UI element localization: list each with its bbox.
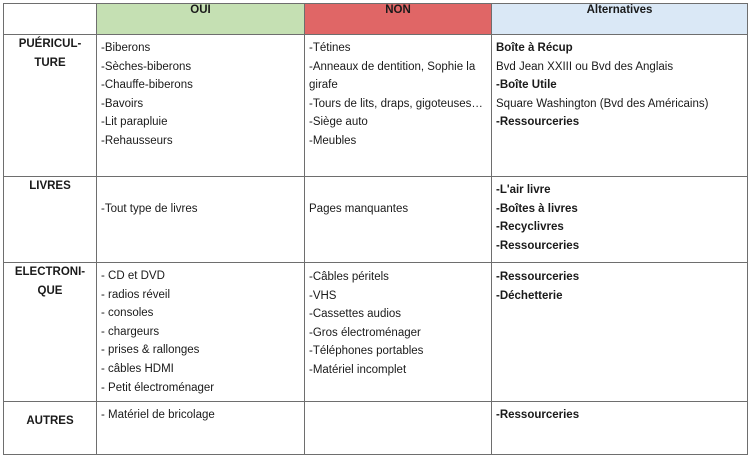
oui-item: - câbles HDMI <box>101 362 174 375</box>
non-cell <box>305 177 492 263</box>
category-line: AUTRES <box>26 415 74 428</box>
alternative-item: -Boîte Utile <box>496 79 557 92</box>
oui-item: -Biberons <box>101 42 151 54</box>
non-item: -Tours de lits, draps, gigoteuses… <box>309 97 483 110</box>
oui-item: -Lit parapluie <box>101 116 168 129</box>
sorting-table <box>3 3 748 455</box>
row-autres <box>4 402 748 455</box>
non-cell <box>305 35 492 177</box>
category-line: TURE <box>34 56 66 69</box>
category-line: LIVRES <box>29 180 71 192</box>
row-puericulture <box>4 35 748 177</box>
oui-item: - prises & rallonges <box>101 344 200 357</box>
non-cell <box>305 402 492 455</box>
alternative-item: -Ressourceries <box>496 409 580 422</box>
oui-item: -Bavoirs <box>101 97 144 110</box>
oui-item: - radios réveil <box>101 288 171 301</box>
alternatives-cell <box>492 263 748 402</box>
alternative-item: Square Washington (Bvd des Américains) <box>496 97 709 110</box>
oui-cell <box>97 35 305 177</box>
header-non: NON <box>305 4 492 35</box>
non-item: -Meubles <box>309 134 357 147</box>
alternatives-cell <box>492 402 748 455</box>
alternative-item: -Recyclivres <box>496 221 564 234</box>
header-empty-cell <box>4 4 97 35</box>
non-item: -Cassettes audios <box>309 308 402 321</box>
oui-item: -Chauffe-biberons <box>101 79 193 92</box>
row-livres <box>4 177 748 263</box>
non-cell <box>305 263 492 402</box>
alternative-item: -Ressourceries <box>496 116 580 129</box>
alternative-item: -Boîtes à livres <box>496 202 578 215</box>
alternative-item: -L'air livre <box>496 184 551 196</box>
non-item: -Anneaux de dentition, Sophie la girafe <box>309 60 476 92</box>
header-alternatives: Alternatives <box>492 4 748 35</box>
alternative-item: -Ressourceries <box>496 271 580 283</box>
alternative-item: -Déchetterie <box>496 289 563 302</box>
non-item: -Gros électroménager <box>309 326 421 339</box>
non-item: Pages manquantes <box>309 203 409 215</box>
alternative-item: Bvd Jean XXIII ou Bvd des Anglais <box>496 60 674 73</box>
oui-cell <box>97 263 305 402</box>
category-line: ELECTRONI- <box>14 266 86 278</box>
oui-item: -Sèches-biberons <box>101 60 192 73</box>
oui-cell <box>97 402 305 455</box>
oui-item: -Tout type de livres <box>101 203 198 215</box>
category-cell <box>4 35 97 177</box>
category-line: QUE <box>37 284 63 297</box>
oui-item: - Petit électroménager <box>101 381 215 394</box>
alternatives-cell <box>492 177 748 263</box>
non-item: -Câbles péritels <box>309 271 389 283</box>
oui-item: - chargeurs <box>101 325 160 338</box>
alternative-item: -Ressourceries <box>496 239 580 252</box>
header-oui: OUI <box>97 4 305 35</box>
alternatives-cell <box>492 35 748 177</box>
category-cell <box>4 177 97 263</box>
oui-item: - consoles <box>101 307 154 320</box>
alternative-item: Boîte à Récup <box>496 42 573 54</box>
category-line: PUÉRICUL- <box>18 38 82 50</box>
non-item: -Siège auto <box>309 116 368 129</box>
non-item: -Tétines <box>309 42 351 54</box>
oui-cell <box>97 177 305 263</box>
category-cell <box>4 402 97 455</box>
oui-item: -Rehausseurs <box>101 134 173 147</box>
non-item: -VHS <box>309 289 337 302</box>
oui-item: - CD et DVD <box>101 270 165 282</box>
non-item: -Matériel incomplet <box>309 363 407 376</box>
oui-item: - Matériel de bricolage <box>101 409 215 422</box>
non-item: -Téléphones portables <box>309 345 424 358</box>
category-cell <box>4 263 97 402</box>
header-row <box>4 4 748 35</box>
row-electronique <box>4 263 748 402</box>
